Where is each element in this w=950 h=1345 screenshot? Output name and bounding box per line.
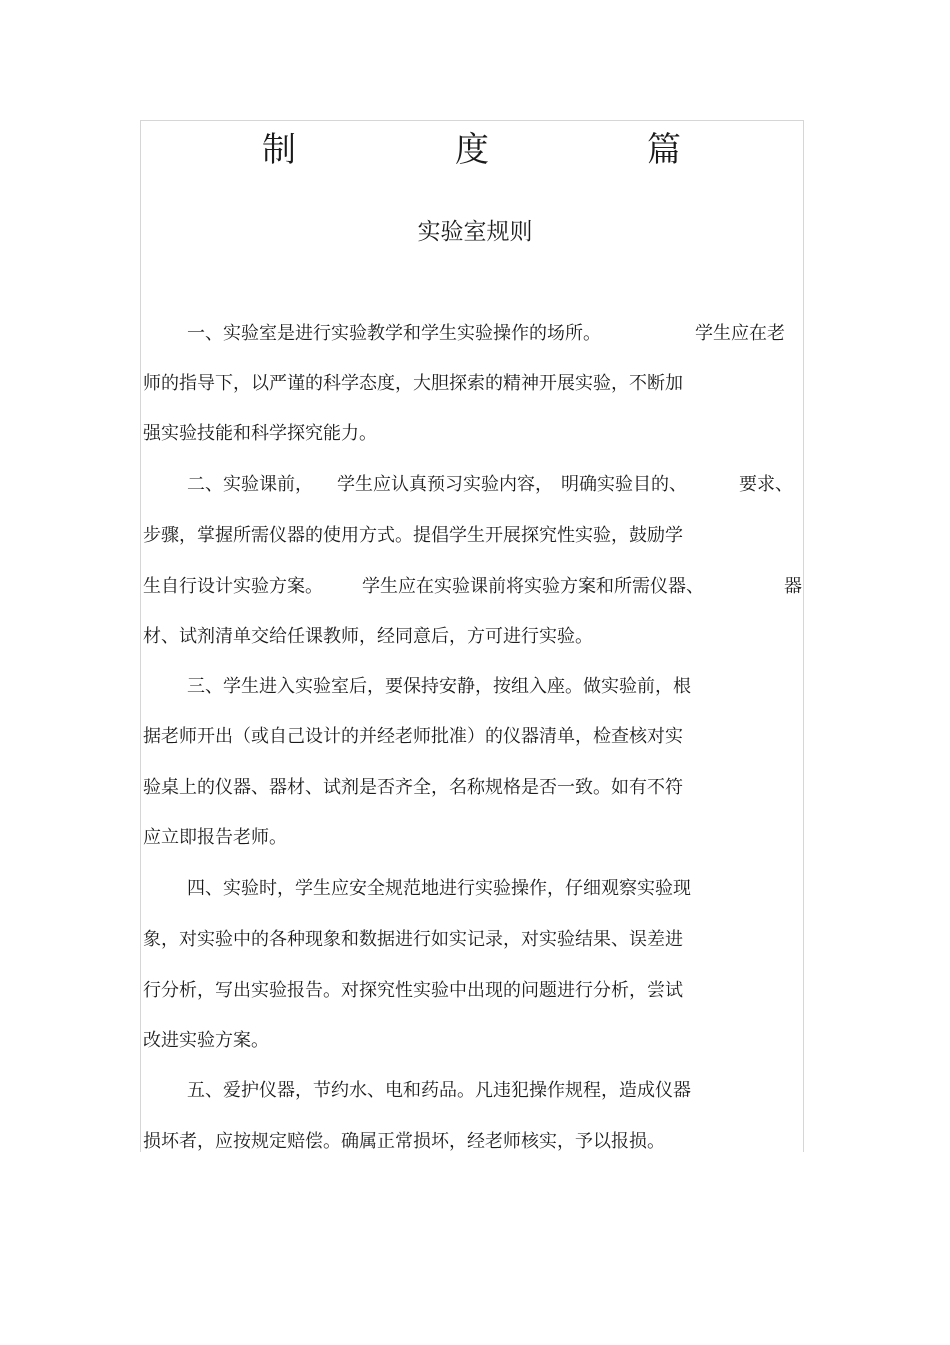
paragraph-line: 二、实验课前， bbox=[187, 474, 313, 495]
paragraph-line: 要求、 bbox=[739, 474, 793, 495]
paragraph-line: 学生应认真预习实验内容， bbox=[337, 474, 553, 495]
paragraph-line: 学生应在实验课前将实验方案和所需仪器、 bbox=[362, 576, 704, 597]
paragraph-line: 器 bbox=[784, 576, 802, 597]
paragraph-line: 五、爱护仪器，节约水、电和药品。凡违犯操作规程，造成仪器 bbox=[187, 1080, 691, 1101]
title-char-1: 制 bbox=[262, 130, 296, 170]
paragraph-line: 应立即报告老师。 bbox=[143, 827, 287, 848]
document-subtitle: 实验室规则 bbox=[417, 219, 533, 245]
paragraph-line: 步骤，掌握所需仪器的使用方式。提倡学生开展探究性实验，鼓励学 bbox=[143, 525, 683, 546]
paragraph-line: 行分析，写出实验报告。对探究性实验中出现的问题进行分析，尝试 bbox=[143, 980, 683, 1001]
paragraph-line: 师的指导下，以严谨的科学态度，大胆探索的精神开展实验，不断加 bbox=[143, 373, 683, 394]
paragraph-line: 象，对实验中的各种现象和数据进行如实记录，对实验结果、误差进 bbox=[143, 929, 683, 950]
paragraph-line: 改进实验方案。 bbox=[143, 1030, 269, 1051]
paragraph-line: 据老师开出（或自己设计的并经老师批准）的仪器清单，检查核对实 bbox=[143, 726, 683, 747]
paragraph-line: 损坏者，应按规定赔偿。确属正常损坏，经老师核实，予以报损。 bbox=[143, 1131, 665, 1152]
paragraph-line: 强实验技能和科学探究能力。 bbox=[143, 423, 377, 444]
paragraph-line: 材、试剂清单交给任课教师，经同意后，方可进行实验。 bbox=[143, 626, 593, 647]
paragraph-line: 明确实验目的、 bbox=[561, 474, 687, 495]
paragraph-line: 三、学生进入实验室后，要保持安静，按组入座。做实验前，根 bbox=[187, 676, 691, 697]
paragraph-line: 学生应在老 bbox=[695, 323, 785, 344]
title-char-2: 度 bbox=[455, 130, 489, 170]
title-char-3: 篇 bbox=[647, 130, 681, 170]
paragraph-line: 生自行设计实验方案。 bbox=[143, 576, 323, 597]
paragraph-line: 四、实验时，学生应安全规范地进行实验操作，仔细观察实验现 bbox=[187, 878, 691, 899]
paragraph-line: 一、实验室是进行实验教学和学生实验操作的场所。 bbox=[187, 323, 601, 344]
paragraph-line: 验桌上的仪器、器材、试剂是否齐全，名称规格是否一致。如有不符 bbox=[143, 777, 683, 798]
